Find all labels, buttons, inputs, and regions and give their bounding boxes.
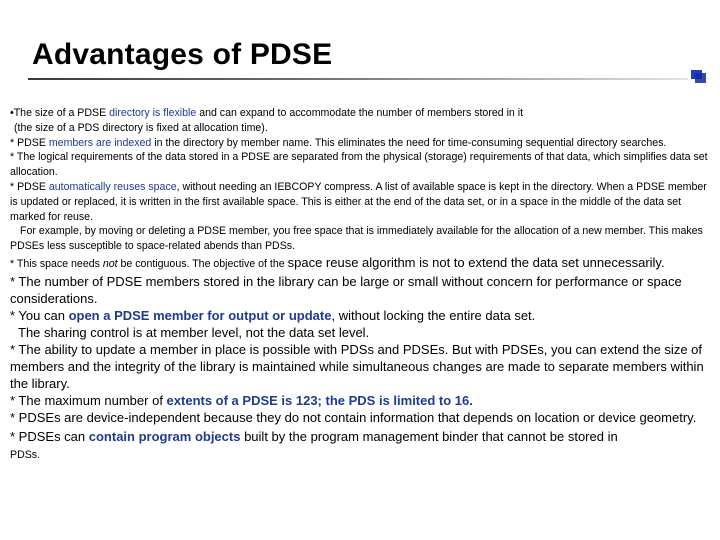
highlight-program-objects: contain program objects: [88, 428, 241, 444]
paragraph-member-count: * The number of PDSE members stored in the library can be large or small without concern for performance or space considerations.: [10, 273, 682, 306]
paragraph-program-objects: * PDSEs can contain program objects built by the program management binder that cannot be stored in: [10, 428, 618, 444]
paragraph-update-in-place: * The ability to update a member in place is possible with PDSs and PDSEs. But with PDSEs, you can extend the size of members and the integrity of the library is maintained while simultaneous changes are made to separate members within the library.: [10, 341, 704, 391]
paragraph-max-extents: * The maximum number of extents of a PDSE is 123; the PDS is limited to 16.: [10, 392, 473, 408]
slide-body: [10, 106, 710, 463]
paragraph-open-member: * You can open a PDSE member for output or update, without locking the entire data set.: [10, 307, 536, 323]
paragraph-reuses-space: * PDSE automatically reuses space, without needing an IEBCOPY compress. A list of available space is kept in the directory. When a PDSE member is updated or replaced, it is written in the first available space. This is either at the end of the data set, or in a space in the middle of the data set marked for reuse.: [10, 180, 707, 223]
highlight-max-extents: extents of a PDSE is 123; the PDS is limited to 16.: [166, 392, 473, 408]
paragraph-space-contiguous: * This space needs not be contiguous. The objective of the space reuse algorithm is not to extend the data set unnecessarily.: [10, 254, 665, 270]
paragraph-sharing-control: The sharing control is at member level, not the data set level.: [18, 324, 370, 340]
paragraph-members-indexed: * PDSE members are indexed in the directory by member name. This eliminates the need for time-consuming sequential directory searches.: [10, 136, 667, 149]
paragraph-device-independent: * PDSEs are device-independent because they do not contain information that depends on location or device geometry.: [10, 409, 697, 425]
paragraph-logical-requirements: * The logical requirements of the data stored in a PDSE are separated from the physical (storage) requirements of that data, which simplifies data set allocation.: [10, 151, 708, 179]
highlight-members-indexed: members are indexed: [48, 136, 152, 149]
decorative-squares-icon: [691, 70, 707, 84]
highlight-directory-flexible: directory is flexible: [109, 107, 197, 119]
title-underline: [28, 78, 688, 80]
paragraph-example-free-space: For example, by moving or deleting a PDSE member, you free space that is immediately available for the allocation of a new member. This makes PDSEs less susceptible to space-related abends than PDSs.: [10, 225, 703, 253]
slide-title: Advantages of PDSE: [32, 38, 333, 71]
highlight-reuses-space: automatically reuses space: [48, 180, 177, 193]
paragraph-directory-flexible: •The size of a PDSE directory is flexible and can expand to accommodate the number of members stored in it: [10, 107, 524, 119]
paragraph-pds-fixed: (the size of a PDS directory is fixed at allocation time).: [14, 121, 268, 134]
highlight-open-member: open a PDSE member for output or update: [68, 307, 332, 323]
paragraph-pdss: PDSs.: [10, 448, 41, 461]
